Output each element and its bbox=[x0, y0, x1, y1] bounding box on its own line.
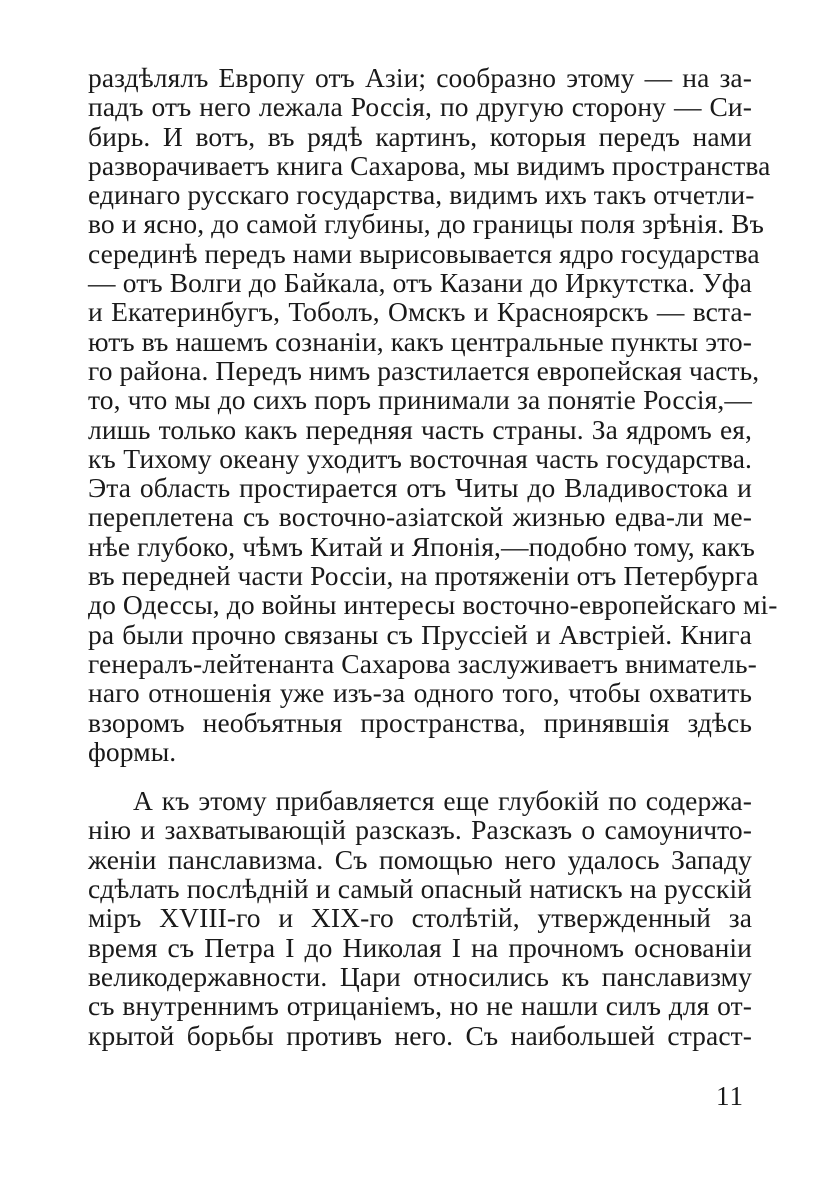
paragraph-spacer bbox=[88, 766, 752, 786]
text-line: разворачиваетъ книга Сахарова, мы видимъ пространства bbox=[88, 149, 771, 181]
text-line: серединѣ передъ нами вырисовывается ядро государства bbox=[88, 237, 760, 269]
text-line: взоромъ необъятныя пространства, принявшія здѣсь bbox=[88, 706, 752, 738]
text-line: единаго русскаго государства, видимъ ихъ такъ отчетли- bbox=[88, 179, 755, 211]
text-line: и Екатеринбугъ, Тоболъ, Омскъ и Красноярскъ — вста- bbox=[88, 296, 752, 328]
text-line: къ Тихому океану уходитъ восточная часть государства. bbox=[88, 442, 752, 474]
text-line: то, что мы до сихъ поръ принимали за понятіе Россія,— bbox=[88, 384, 752, 416]
paragraph bbox=[88, 62, 778, 767]
text-line: генералъ-лейтенанта Сахарова заслуживаетъ вниматель- bbox=[88, 647, 757, 679]
paragraph bbox=[88, 786, 752, 1050]
text-line: великодержавности. Цари относились къ панславизму bbox=[88, 960, 752, 992]
text-line: съ внутреннимъ отрицаніемъ, но не нашли силъ для от- bbox=[88, 990, 752, 1022]
page-number: 11 bbox=[716, 1081, 744, 1111]
text-line: А къ этому прибавляется еще глубокій по содержа- bbox=[133, 785, 752, 817]
text-line: падъ отъ него лежала Россія, по другую сторону — Си- bbox=[88, 91, 752, 123]
text-line: во и ясно, до самой глубины, до границы поля зрѣнія. Въ bbox=[88, 208, 764, 240]
text-line: ра были прочно связаны съ Пруссіей и Австріей. Книга bbox=[88, 618, 752, 650]
text-line: сдѣлать послѣдній и самый опасный натискъ на русскій bbox=[88, 873, 752, 905]
text-line: раздѣлялъ Европу отъ Азіи; сообразно этому — на за- bbox=[88, 62, 752, 93]
text-line: женіи панславизма. Съ помощью него удалось Западу bbox=[88, 843, 752, 875]
text-line: міръ XVIII-го и XIX-го столѣтій, утвержденный за bbox=[88, 902, 752, 934]
text-line: крытой борьбы противъ него. Съ наибольшей страст- bbox=[88, 1019, 752, 1051]
text-line: ютъ въ нашемъ сознаніи, какъ центральные пункты это- bbox=[88, 325, 752, 357]
text-line: бирь. И вотъ, въ рядѣ картинъ, которыя передъ нами bbox=[88, 120, 752, 152]
text-line: го района. Передъ нимъ разстилается европейская часть, bbox=[88, 354, 760, 386]
text-line: въ передней части Россіи, на протяженіи отъ Петербурга bbox=[88, 560, 759, 592]
text-line: нію и захватывающій разсказъ. Разсказъ о самоуничто- bbox=[88, 814, 752, 846]
text-line: — отъ Волги до Байкала, отъ Казани до Иркутстка. Уфа bbox=[88, 267, 752, 299]
text-line: лишь только какъ передняя часть страны. За ядромъ ея, bbox=[88, 413, 752, 445]
text-line: время съ Петра I до Николая I на прочномъ основаніи bbox=[88, 931, 752, 963]
text-line: переплетена съ восточно-азіатской жизнью едва-ли ме- bbox=[88, 501, 752, 533]
text-line: Эта область простирается отъ Читы до Владивостока и bbox=[88, 472, 752, 504]
body-text bbox=[88, 62, 778, 1051]
text-line: нѣе глубоко, чѣмъ Китай и Японія,—подобно тому, какъ bbox=[88, 530, 755, 562]
text-line: до Одессы, до войны интересы восточно-европейскаго мі- bbox=[88, 589, 778, 621]
text-line: формы. bbox=[88, 735, 177, 767]
text-line: наго отношенія уже изъ-за одного того, чтобы охватить bbox=[88, 677, 752, 709]
